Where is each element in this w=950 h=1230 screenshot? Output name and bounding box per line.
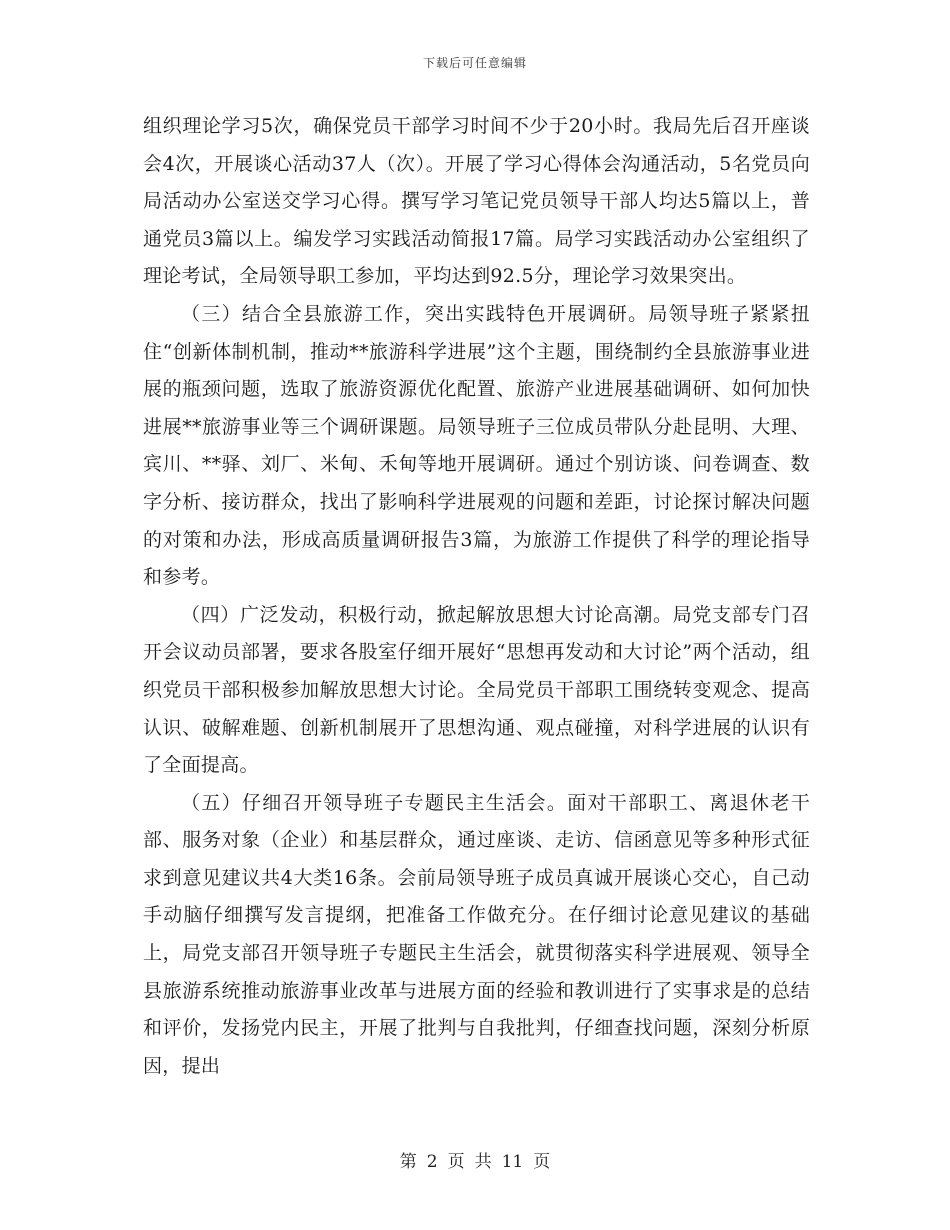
paragraph-1: 组织理论学习5次，确保党员干部学习时间不少于20小时。我局先后召开座谈会4次，开展谈心活动37人（次）。开展了学习心得体会沟通活动，5名党员向局活动办公室送交学习心得。撰写学习笔记党员领导干部人均达5篇以上，普通党员3篇以上。编发学习实践活动简报17篇。局学习实践活动办公室组织了理论考试，全局领导职工参加，平均达到92.5分，理论学习效果突出。 [143,115,810,288]
paragraph-4: （五）仔细召开领导班子专题民主生活会。面对干部职工、离退休老干部、服务对象（企业）和基层群众，通过座谈、走访、信函意见等多种形式征求到意见建议共4大类16条。会前局领导班子成员真诚开展谈心交心，自己动手动脑仔细撰写发言提纲，把准备工作做充分。在仔细讨论意见建议的基础上，局党支部召开领导班子专题民主生活会，就贯彻落实科学进展观、领导全县旅游系统推动旅游事业改革与进展方面的经验和教训进行了实事求是的总结和评价，发扬党内民主，开展了批判与自我批判，仔细查找问题，深刻分析原因，提出 [143,791,810,1077]
footer-label-post: 页 [533,1152,551,1172]
paragraph-2: （三）结合全县旅游工作，突出实践特色开展调研。局领导班子紧紧扭住“创新体制机制，推动**旅游科学进展”这个主题，围绕制约全县旅游事业进展的瓶颈问题，选取了旅游资源优化配置、旅游产业进展基础调研、如何加快进展**旅游事业等三个调研课题。局领导班子三位成员带队分赴昆明、大理、宾川、**驿、刘厂、米甸、禾甸等地开展调研。通过个别访谈、问卷调查、数字分析、接访群众，找出了影响科学进展观的问题和差距，讨论探讨解决问题的对策和办法，形成高质量调研报告3篇，为旅游工作提供了科学的理论指导和参考。 [143,302,810,589]
paragraph-3: （四）广泛发动，积极行动，掀起解放思想大讨论高潮。局党支部专门召开会议动员部署，要求各股室仔细开展好“思想再发动和大讨论”两个活动，组织党员干部积极参加解放思想大讨论。全局党员干部职工围绕转变观念、提高认识、破解难题、创新机制展开了思想沟通、观点碰撞，对科学进展的认识有了全面提高。 [143,603,810,777]
footer-label-pre: 第 [399,1152,417,1172]
footer-total-pages: 11 [501,1152,524,1172]
page-header: 下载后可任意编辑 [422,56,527,70]
footer-label-mid: 页 [447,1152,465,1172]
footer-current-page: 2 [426,1152,438,1172]
footer-total-label: 共 [474,1152,492,1172]
page-footer [0,1147,950,1172]
document-body [143,108,810,1085]
